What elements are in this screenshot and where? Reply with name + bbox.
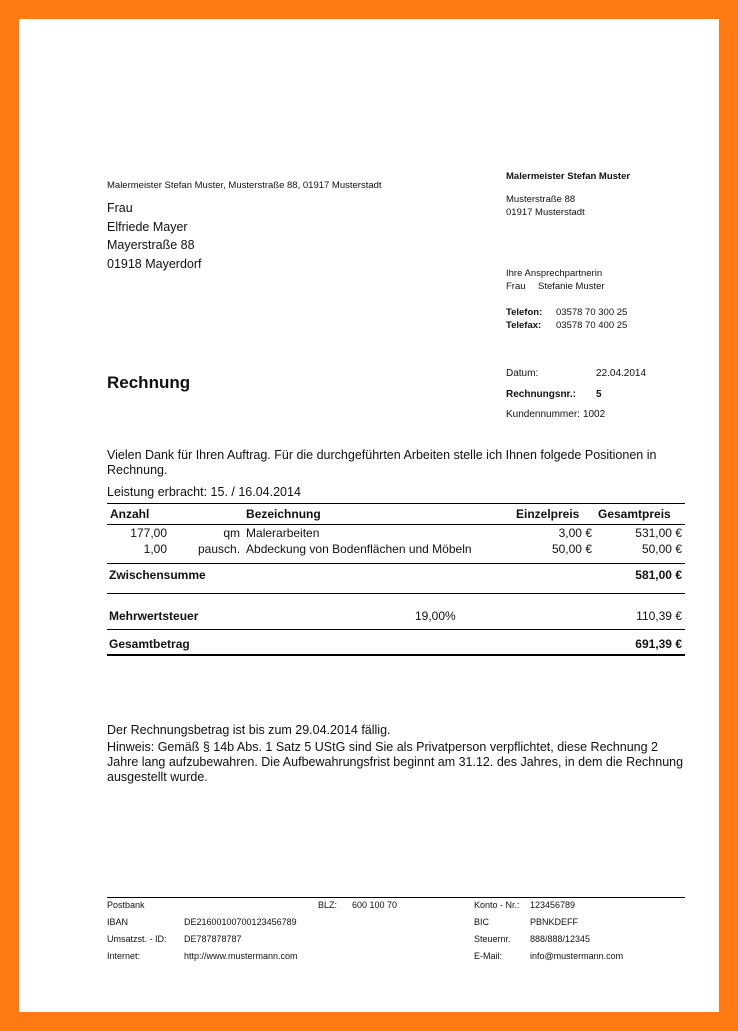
- phone-value: 03578 70 300 25: [556, 306, 628, 318]
- fax-label: Telefax:: [506, 320, 542, 331]
- customer-number-value: 1002: [582, 409, 606, 420]
- company-name: Malermeister Stefan Muster: [506, 171, 631, 182]
- fax-row: [506, 319, 630, 333]
- footer-tax-no: 888/888/12345: [530, 934, 591, 944]
- footer-bank: Postbank: [107, 900, 145, 910]
- footer-internet-label: Internet:: [107, 951, 141, 961]
- recipient-city: 01918 Mayerdorf: [107, 256, 202, 271]
- legal-hint: Hinweis: Gemäß § 14b Abs. 1 Satz 5 UStG sind Sie als Privatperson verpflichtet, diese Rechnung 2 Jahre lang aufzubewahren. Die Aufbewahrungsfrist beginnt am 31.12. des Jahres, in dem die Rechnung ausgestellt wurde.: [107, 740, 684, 784]
- footer-internet[interactable]: http://www.mustermann.com: [184, 951, 298, 961]
- contact-name: Stefanie Muster: [538, 281, 605, 292]
- header-description: Bezeichnung: [243, 504, 513, 525]
- date-label: Datum:: [506, 368, 539, 379]
- row-total: 50,00 €: [641, 542, 682, 556]
- divider: [107, 563, 685, 564]
- footer-vat-id: DE787878787: [184, 934, 242, 944]
- company-street: Musterstraße 88: [506, 193, 576, 205]
- table-row: [107, 525, 685, 542]
- recipient-address: [107, 199, 202, 273]
- footer-account-label: Konto - Nr.:: [474, 900, 520, 910]
- footer-tax-no-label: Steuernr.: [474, 934, 511, 944]
- row-unit-price: 50,00 €: [551, 542, 592, 556]
- row-description: Abdeckung von Bodenflächen und Möbeln: [246, 542, 472, 556]
- customer-number-row: [506, 409, 605, 420]
- contact-person: [506, 280, 630, 294]
- due-note: Der Rechnungsbetrag ist bis zum 29.04.2014 fällig.: [107, 723, 391, 737]
- table-header-row: [107, 504, 685, 525]
- phone-label: Telefon:: [506, 306, 543, 318]
- vat-value: 110,39 €: [636, 609, 682, 623]
- footer-bic-label: BIC: [474, 917, 490, 927]
- footer-iban: DE21600100700123456789: [184, 917, 297, 927]
- row-unit: qm: [223, 526, 241, 540]
- footer-bic: PBNKDEFF: [530, 917, 579, 927]
- divider: [107, 593, 685, 594]
- header-qty: Anzahl: [107, 504, 195, 525]
- grand-total-value: 691,39 €: [635, 637, 682, 651]
- items-table: [107, 503, 685, 557]
- row-unit-price: 3,00 €: [558, 526, 592, 540]
- contact-label: Ihre Ansprechpartnerin: [506, 267, 603, 279]
- contact-salutation: Frau: [506, 281, 526, 292]
- footer-email[interactable]: info@mustermann.com: [530, 951, 624, 961]
- table-row: [107, 541, 685, 557]
- intro-text: Vielen Dank für Ihren Auftrag. Für die durchgeführten Arbeiten stelle ich Ihnen folgede Positionen in Rechnung.: [107, 448, 657, 477]
- grand-total-label: Gesamtbetrag: [109, 637, 190, 651]
- vat-label: Mehrwertsteuer: [109, 609, 199, 623]
- invoice-number-value: 5: [596, 389, 602, 400]
- row-unit: pausch.: [198, 542, 241, 556]
- header-unit-price: Einzelpreis: [513, 504, 595, 525]
- row-qty: 177,00: [130, 526, 167, 540]
- invoice-page: [19, 19, 719, 1012]
- footer-divider: [107, 897, 685, 898]
- row-qty: 1,00: [143, 542, 167, 556]
- header-total-price: Gesamtpreis: [595, 504, 685, 525]
- invoice-number-row: [506, 389, 602, 400]
- subtotal-label: Zwischensumme: [109, 568, 206, 582]
- company-block: [506, 170, 630, 333]
- company-city: 01917 Musterstadt: [506, 207, 585, 218]
- customer-number-label: Kundennummer:: [506, 409, 580, 420]
- date-value: 22.04.2014: [596, 368, 647, 379]
- footer-iban-label: IBAN: [107, 917, 129, 927]
- recipient-street: Mayerstraße 88: [107, 238, 195, 252]
- vat-rate: 19,00%: [415, 609, 456, 623]
- subtotal-value: 581,00 €: [635, 568, 682, 582]
- footer-blz: 600 100 70: [352, 900, 398, 910]
- recipient-name: Elfriede Mayer: [107, 219, 188, 234]
- service-date: Leistung erbracht: 15. / 16.04.2014: [107, 485, 301, 499]
- recipient-salutation: Frau: [107, 201, 133, 215]
- footer-email-label: E-Mail:: [474, 951, 503, 961]
- divider: [107, 654, 685, 656]
- invoice-title: Rechnung: [107, 373, 191, 392]
- row-description: Malerarbeiten: [246, 526, 320, 540]
- date-row: [506, 368, 646, 379]
- fax-value: 03578 70 400 25: [556, 320, 628, 331]
- phone-row: [506, 306, 630, 320]
- divider: [107, 629, 685, 630]
- footer-blz-label: BLZ:: [318, 900, 338, 910]
- sender-line: Malermeister Stefan Muster, Musterstraße 88, 01917 Musterstadt: [107, 180, 382, 191]
- footer-vat-id-label: Umsatzst. - ID:: [107, 934, 167, 944]
- invoice-number-label: Rechnungsnr.:: [506, 389, 577, 400]
- footer-account: 123456789: [530, 900, 576, 910]
- row-total: 531,00 €: [635, 526, 682, 540]
